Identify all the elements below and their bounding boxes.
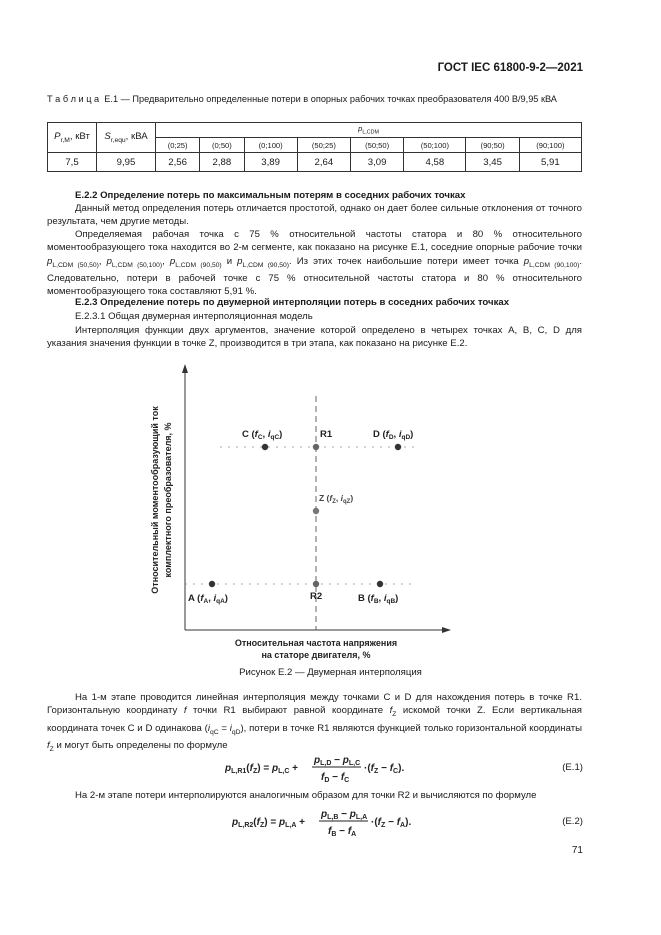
- point-header: (90;50): [466, 138, 519, 153]
- paragraph-step1: На 1-м этапе проводится линейная интерполяция между точками С и D для нахождения потерь в точке R1. Горизонтальную координату f точки R1 выбирают равной координате $f_Z$ искомой точки Z. Если вертикальная координата точек С и D одинакова $(i_{qC} = i_{qD})$, потери в точке R1 являются функцией только горизонтальной координаты $f_Z$ и могут быть определены по формуле: [47, 692, 582, 753]
- x-axis-arrow: [442, 627, 451, 633]
- point-r1: [313, 444, 319, 450]
- section-title-e23: Е.2.3 Определение потерь по двумерной интерполяции потерь в соседних рабочих точках: [75, 297, 510, 308]
- col-header-group: $p_{L,CDM}$: [156, 123, 582, 138]
- label-a: A ($f_A$, $i_{qA}$): [188, 593, 228, 605]
- eq1-lhs: $p_{L,R1}(f_Z) = p_{L,C}$ +: [225, 763, 298, 775]
- document-header: ГОСТ IEC 61800-9-2—2021: [437, 62, 583, 74]
- table-cell: 7,5: [48, 153, 97, 172]
- point-header: (50;50): [351, 138, 404, 153]
- point-header: (0;100): [244, 138, 297, 153]
- paragraph-e22-1: Данный метод определения потерь отличается простотой, однако он дает более сильные отклонения от точного результата, чем другие методы.: [47, 203, 582, 228]
- table-cell: 3,89: [244, 153, 297, 172]
- eq1-denominator: $f_D - f_C$: [321, 772, 350, 784]
- equation-e1: [225, 752, 435, 784]
- label-b: B ($f_B$, $i_{qB}$): [358, 593, 399, 605]
- x-axis-label-2: на статоре двигателя, %: [261, 650, 371, 660]
- table-cell: 3,09: [351, 153, 404, 172]
- equation-number-e2: (Е.2): [562, 816, 583, 827]
- y-axis-arrow: [182, 364, 188, 373]
- y-axis-label-2: комплектного преобразователя, %: [163, 422, 173, 578]
- point-header: (50;25): [297, 138, 350, 153]
- label-d: D ($f_D$, $i_{qD}$): [373, 429, 414, 441]
- paragraph-step2: На 2-м этапе потери интерполируются аналогичным образом для точки R2 и вычисляются по формуле: [75, 790, 537, 801]
- table-cell: 9,95: [97, 153, 156, 172]
- point-header: (0;50): [200, 138, 244, 153]
- x-axis-label-1: Относительная частота напряжения: [234, 638, 398, 648]
- table-cell: 2,56: [156, 153, 200, 172]
- interpolation-figure: [140, 360, 460, 660]
- paragraph-e22-2: Определяемая рабочая точка с 75 % относительной частоты статора и 80 % относительного моментообразующего тока находится во 2-м сегменте, как показано на рисунке Е.1, соседние опорные рабочие точки $p_{L,CDM (50,50)}$, $p_{L,CDM (50,100)}$, $p_{L,CDM (90,50)}$ и $p_{L,CDM (90,50)}$. Из этих точек наибольшие потери имеет точка $p_{L,CDM (90,100)}$. Следовательно, потери в рабочей точке с 75 % относительной частоты статора и 80 % относительного моментообразующего тока составляют 5,91 %.: [47, 229, 582, 298]
- table-cell: 3,45: [466, 153, 519, 172]
- page-number: 71: [571, 845, 583, 856]
- table-caption: Т а б л и ц а Е.1 — Предварительно определенные потери в опорных рабочих точках преобразователя 400 В/9,95 кВА: [47, 94, 557, 104]
- point-r2: [313, 581, 319, 587]
- eq2-denominator: $f_B - f_A$: [328, 826, 357, 838]
- table-cell: 4,58: [404, 153, 466, 172]
- subsection-title-e231: Е.2.3.1 Общая двумерная интерполяционная модель: [75, 311, 313, 322]
- point-d: [395, 444, 401, 450]
- label-c: C ($f_C$, $i_{qC}$): [242, 429, 283, 441]
- point-a: [209, 581, 215, 587]
- eq1-tail: $\cdot(f_Z - f_C)$.: [364, 763, 405, 775]
- equation-e2: [232, 806, 442, 838]
- paragraph-e231: Интерполяция функции двух аргументов, значение которой определено в четырех точках А, В, С, D для указания значения функции в точке Z, производится в три этапа, как показано на рисунке Е.2.: [47, 325, 582, 350]
- eq2-numerator: $p_{L,B} - p_{L,A}$: [321, 809, 368, 821]
- point-b: [377, 581, 383, 587]
- point-header: (0;25): [156, 138, 200, 153]
- table-cell: 2,64: [297, 153, 350, 172]
- col-header-srequ: $S_{r,equ}$, кВА: [97, 123, 156, 153]
- point-z: [313, 508, 319, 514]
- label-z: Z ($f_Z$, $i_{qZ}$): [319, 493, 354, 505]
- label-r1: R1: [320, 429, 333, 440]
- table-cell: 2,88: [200, 153, 244, 172]
- loss-table: [47, 122, 582, 172]
- y-axis-label-1: Относительный моментообразующий ток: [150, 406, 160, 594]
- eq1-numerator: $p_{L,D} - p_{L,C}$: [314, 755, 361, 767]
- eq2-lhs: $p_{L,R2}(f_Z) = p_{L,A}$ +: [232, 817, 305, 829]
- section-title-e22: Е.2.2 Определение потерь по максимальным потерям в соседних рабочих точках: [75, 190, 466, 201]
- point-c: [262, 444, 268, 450]
- point-header: (50;100): [404, 138, 466, 153]
- col-header-prm: $P_{r,M}$, кВт: [48, 123, 97, 153]
- equation-number-e1: (Е.1): [562, 762, 583, 773]
- point-header: (90;100): [519, 138, 581, 153]
- figure-caption: Рисунок Е.2 — Двумерная интерполяция: [239, 667, 422, 678]
- eq2-tail: $\cdot(f_Z - f_A)$.: [371, 817, 412, 829]
- label-r2: R2: [310, 591, 323, 602]
- table-cell: 5,91: [519, 153, 581, 172]
